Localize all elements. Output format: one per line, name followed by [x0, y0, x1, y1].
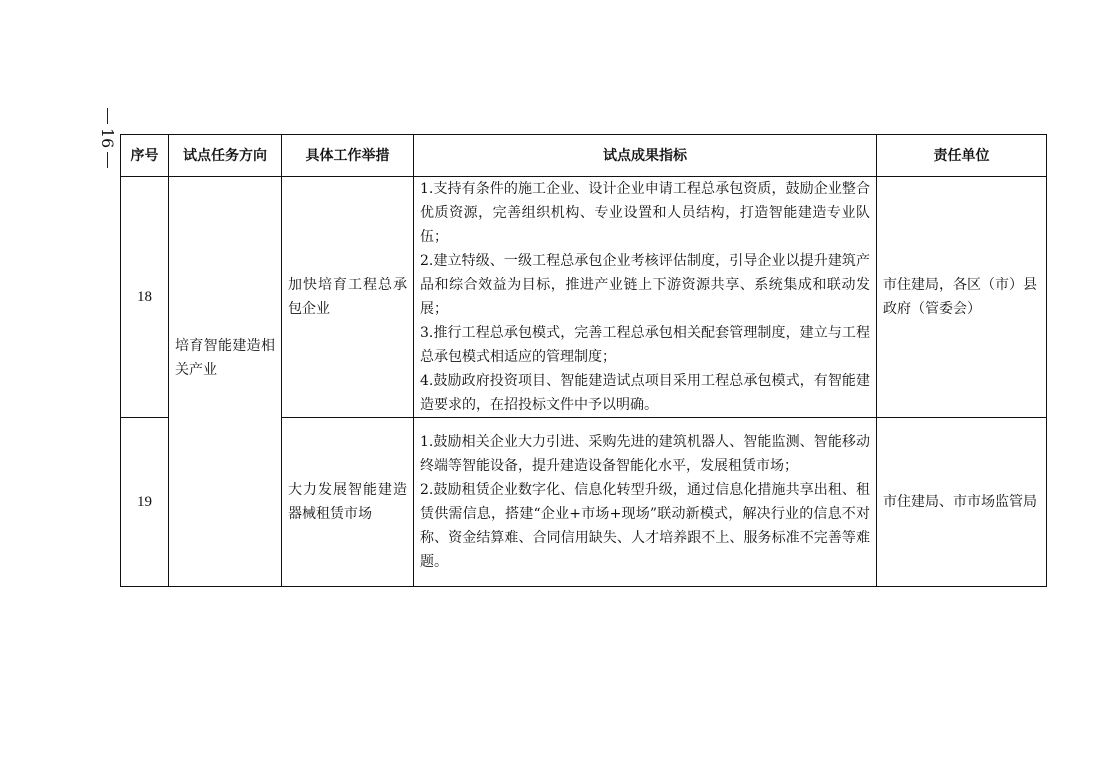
header-result-indicators: 试点成果指标 — [414, 135, 877, 177]
page-number-text: 16 — [97, 127, 117, 149]
responsible-unit-cell: 市住建局，各区（市）县政府（管委会） — [877, 177, 1047, 418]
responsible-unit-cell: 市住建局、市市场监管局 — [877, 418, 1047, 587]
table-row — [121, 177, 1047, 418]
header-work-measure: 具体工作举措 — [282, 135, 414, 177]
task-direction-text: 培育智能建造相关产业 — [175, 337, 275, 378]
pilot-task-table — [120, 134, 1047, 587]
header-serial-number: 序号 — [121, 135, 169, 177]
indicator-item: 2.建立特级、一级工程总承包企业考核评估制度，引导企业以提升建筑产品和综合效益为目标，推进产业链上下游资源共享、系统集成和联动发展； — [420, 253, 870, 317]
row-serial-number: 19 — [121, 418, 169, 587]
indicator-item: 4.鼓励政府投资项目、智能建造试点项目采用工程总承包模式，有智能建造要求的，在招投标文件中予以明确。 — [420, 373, 870, 413]
task-direction-cell — [169, 177, 282, 587]
work-measure-cell: 加快培育工程总承包企业 — [282, 177, 414, 418]
result-indicators-cell — [414, 177, 877, 418]
page-number-dash-top — [107, 108, 108, 124]
indicator-item: 1.鼓励相关企业大力引进、采购先进的建筑机器人、智能监测、智能移动终端等智能设备，提升建造设备智能化水平，发展租赁市场； — [420, 434, 870, 474]
result-indicators-cell — [414, 418, 877, 587]
work-measure-cell: 大力发展智能建造器械租赁市场 — [282, 418, 414, 587]
indicator-item: 1.支持有条件的施工企业、设计企业申请工程总承包资质，鼓励企业整合优质资源，完善组织机构、专业设置和人员结构，打造智能建造专业队伍； — [420, 181, 870, 245]
page-number — [96, 108, 118, 192]
row-serial-number: 18 — [121, 177, 169, 418]
table-header-row — [121, 135, 1047, 177]
header-task-direction: 试点任务方向 — [169, 135, 282, 177]
page-number-dash-bottom — [107, 152, 108, 168]
indicator-item: 3.推行工程总承包模式，完善工程总承包相关配套管理制度，建立与工程总承包模式相适应的管理制度； — [420, 325, 870, 365]
indicator-item: 2.鼓励租赁企业数字化、信息化转型升级，通过信息化措施共享出租、租赁供需信息，搭建“企业+市场+现场”联动新模式，解决行业的信息不对称、资金结算难、合同信用缺失、人才培养跟不上、服务标准不完善等难题。 — [420, 482, 870, 570]
header-responsible-unit: 责任单位 — [877, 135, 1047, 177]
